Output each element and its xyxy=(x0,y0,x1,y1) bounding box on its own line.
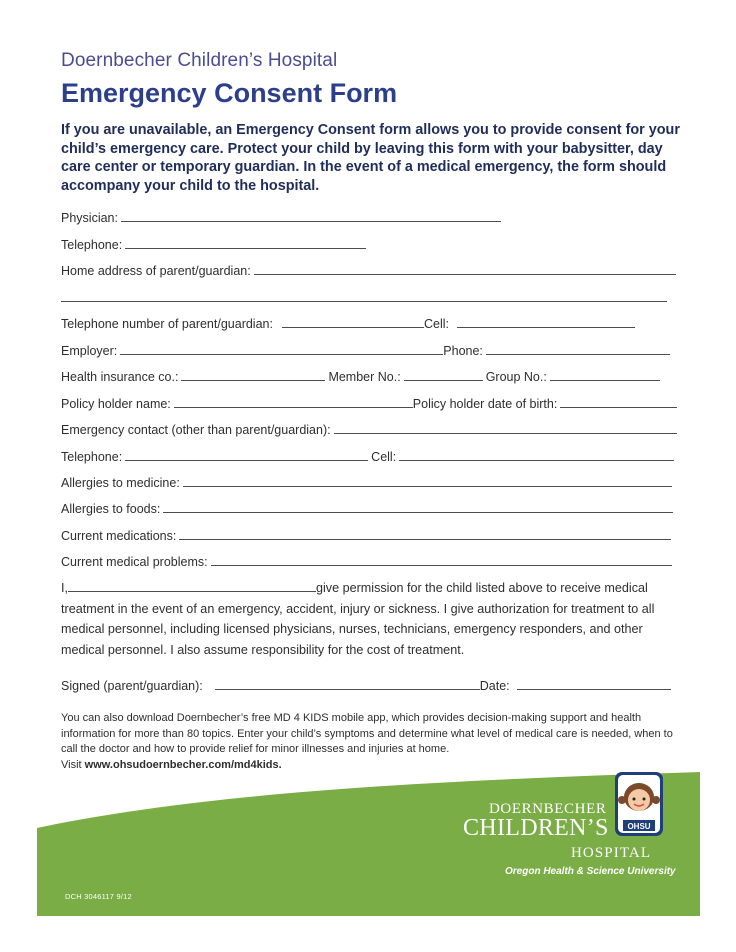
emergency-telephone-label: Telephone: xyxy=(61,450,123,464)
document-code: DCH 3046117 9/12 xyxy=(65,892,132,901)
policy-dob-label: Policy holder date of birth: xyxy=(412,397,558,411)
allergies-medicine-label: Allergies to medicine: xyxy=(61,476,180,490)
date-field[interactable] xyxy=(517,689,671,690)
home-address-label: Home address of parent/guardian: xyxy=(61,264,251,278)
telephone-row xyxy=(61,236,366,252)
parent-phone-field[interactable] xyxy=(282,327,424,328)
cell-label: Cell: xyxy=(423,317,449,331)
emergency-telephone-field[interactable] xyxy=(125,460,368,461)
parent-phone-row xyxy=(61,315,635,331)
emergency-contact-row xyxy=(61,421,677,437)
signed-label: Signed (parent/guardian): xyxy=(61,679,203,693)
current-problems-field[interactable] xyxy=(211,565,672,566)
member-no-label: Member No.: xyxy=(328,370,401,384)
date-label: Date: xyxy=(479,679,510,693)
insurance-field[interactable] xyxy=(181,380,325,381)
phone-label: Phone: xyxy=(443,344,483,358)
group-no-label: Group No.: xyxy=(485,370,547,384)
intro-paragraph: If you are unavailable, an Emergency Consent form allows you to provide consent for your child’s emergency care. Protect your child by leaving this form with your babysitter, day care center or temporary guardian. In the event of a medical emergency, the form should accompany your child to the hospital. xyxy=(61,122,680,194)
home-address-row xyxy=(61,262,676,278)
telephone-field[interactable] xyxy=(125,248,366,249)
app-note-text: You can also download Doernbecher’s free MD 4 KIDS mobile app, which provides decision-making support and health information for more than 80 topics. Enter your child’s symptoms and determine what level of medical care is needed, when to call the doctor and how to provide relief for minor illnesses and injuries at home. xyxy=(61,712,673,755)
emergency-cell-field[interactable] xyxy=(399,460,674,461)
ohsu-badge: OHSU xyxy=(627,822,651,831)
employer-field[interactable] xyxy=(120,354,443,355)
home-address-field[interactable] xyxy=(254,274,676,275)
current-problems-label: Current medical problems: xyxy=(61,555,208,569)
form-title: Emergency Consent Form xyxy=(61,78,398,108)
logo-childrens: CHILDREN’S xyxy=(463,815,609,841)
logo-hospital: HOSPITAL xyxy=(571,845,652,861)
allergies-foods-field[interactable] xyxy=(163,512,673,513)
member-no-field[interactable] xyxy=(404,380,483,381)
app-note xyxy=(61,711,673,773)
current-problems-row xyxy=(61,553,672,569)
allergies-medicine-field[interactable] xyxy=(183,486,672,487)
policy-holder-field[interactable] xyxy=(174,407,413,408)
allergies-foods-row xyxy=(61,500,673,516)
home-address-field-line2[interactable] xyxy=(61,301,667,302)
employer-label: Employer: xyxy=(61,344,118,358)
logo-doernbecher: DOERNBECHER xyxy=(489,801,607,817)
guardian-name-field[interactable] xyxy=(68,579,316,592)
current-medications-label: Current medications: xyxy=(61,529,177,543)
allergies-medicine-row xyxy=(61,474,672,490)
app-url-link[interactable]: www.ohsudoernbecher.com/md4kids. xyxy=(84,758,282,771)
policy-dob-field[interactable] xyxy=(560,407,677,408)
consent-prefix: I, xyxy=(61,581,68,595)
employer-row xyxy=(61,342,670,358)
consent-text: give permission for the child listed above to receive medical treatment in the event of an emergency, accident, injury or sickness. I give authorization for treatment to all medical personnel, including licensed physicians, nurses, technicians, emergency responders, and other medical personnel. I also assume responsibility for the cost of treatment. xyxy=(61,581,655,657)
policy-holder-row xyxy=(61,395,677,411)
emergency-contact-field[interactable] xyxy=(334,433,677,434)
hospital-name: Doernbecher Children’s Hospital xyxy=(61,50,338,71)
emergency-contact-label: Emergency contact (other than parent/guardian): xyxy=(61,423,331,437)
physician-row xyxy=(61,209,501,225)
consent-paragraph xyxy=(61,578,681,660)
cell-field[interactable] xyxy=(457,327,635,328)
emergency-cell-label: Cell: xyxy=(371,450,397,464)
insurance-label: Health insurance co.: xyxy=(61,370,179,384)
telephone-label: Telephone: xyxy=(61,238,123,252)
physician-label: Physician: xyxy=(61,211,118,225)
university-name: Oregon Health & Science University xyxy=(505,866,676,877)
phone-field[interactable] xyxy=(486,354,670,355)
doernbecher-mascot-logo xyxy=(612,770,666,840)
current-medications-field[interactable] xyxy=(179,539,671,540)
visit-label: Visit xyxy=(61,758,82,771)
signature-field[interactable] xyxy=(215,689,480,690)
footer-band xyxy=(37,770,700,916)
emergency-telephone-row xyxy=(61,448,674,464)
allergies-foods-label: Allergies to foods: xyxy=(61,502,161,516)
group-no-field[interactable] xyxy=(550,380,660,381)
current-medications-row xyxy=(61,527,671,543)
parent-phone-label: Telephone number of parent/guardian: xyxy=(61,317,273,331)
insurance-row xyxy=(61,368,660,384)
policy-holder-label: Policy holder name: xyxy=(61,397,171,411)
physician-field[interactable] xyxy=(121,221,501,222)
signature-row xyxy=(61,677,671,693)
